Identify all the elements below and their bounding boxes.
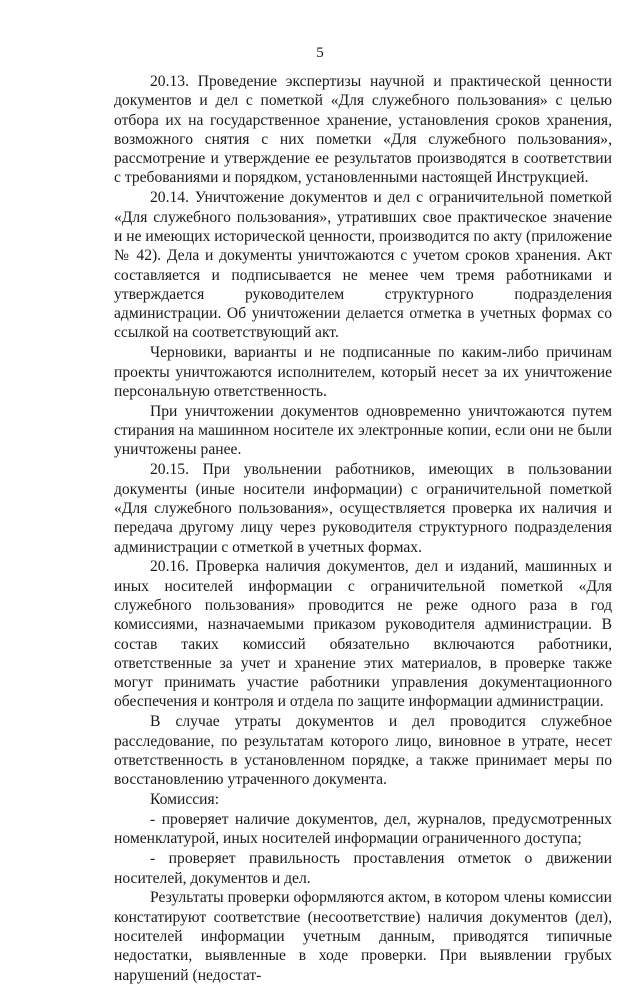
paragraph-20-14: 20.14. Уничтожение документов и дел с ограничительной пометкой «Для служебного пользования», утративших свое практическое значение и не имеющих исторической ценности, производится по акту (приложение № 42). Дела и документы уничтожаются с учетом сроков хранения. Акт составляется и подписывается не менее чем тремя работниками и утверждается руководителем структурного подразделения администрации. Об уничтожении делается отметка в учетных формах со ссылкой на соответствующий акт. — [114, 189, 612, 342]
paragraph-drafts: Черновики, варианты и не подписанные по каким-либо причинам проекты уничтожаются исполнителем, который несет за их уничтожение персональную ответственность. — [114, 344, 612, 400]
paragraph-commission-item-2: - проверяет правильность проставления отметок о движении носителей, документов и дел. — [114, 850, 612, 887]
paragraph-results: Результаты проверки оформляются актом, в котором члены комиссии констатируют соответствие (несоответствие) наличия документов (дел), носителей информации учетным данным, приводятся типичные недостатки, выявленные в ходе проверки. При выявлении грубых нарушений (недостат- — [114, 889, 612, 984]
paragraph-20-15: 20.15. При увольнении работников, имеющих в пользовании документы (иные носители информации) с ограничительной пометкой «Для служебного пользования», осуществляется проверка их наличия и передача другому лицу через руководителя структурного подразделения администрации с отметкой в учетных формах. — [114, 461, 612, 556]
paragraph-commission-item-1: - проверяет наличие документов, дел, журналов, предусмотренных номенклатурой, иных носителей информации ограниченного доступа; — [114, 811, 612, 848]
page-number: 5 — [316, 45, 324, 61]
paragraph-loss: В случае утраты документов и дел проводится служебное расследование, по результатам которого лицо, виновное в утрате, несет ответственность в установленном порядке, а также принимает меры по восстановлению утраченного документа. — [114, 713, 612, 789]
paragraph-electronic-copies: При уничтожении документов одновременно уничтожаются путем стирания на машинном носителе их электронные копии, если они не были уничтожены ранее. — [114, 402, 612, 459]
document-body — [114, 72, 612, 985]
paragraph-20-13: 20.13. Проведение экспертизы научной и практической ценности документов и дел с пометкой «Для служебного пользования» с целью отбора их на государственное хранение, установления сроков хранения, возможного снятия с них пометки «Для служебного пользования», рассмотрение и утверждение ее результатов производятся в соответствии с требованиями и порядком, установленными настоящей Инструкцией. — [114, 73, 612, 187]
paragraph-20-16: 20.16. Проверка наличия документов, дел и изданий, машинных и иных носителей информации с ограничительной пометкой «Для служебного пользования» проводится не реже одного раза в год комиссиями, назначаемыми приказом руководителя администрации. В состав таких комиссий обязательно включаются работники, ответственные за учет и хранение этих материалов, в проверке также могут принимать участие работники управления документационного обеспечения и контроля и отдела по защите информации администрации. — [114, 558, 612, 711]
paragraph-commission-heading: Комиссия: — [150, 791, 220, 809]
